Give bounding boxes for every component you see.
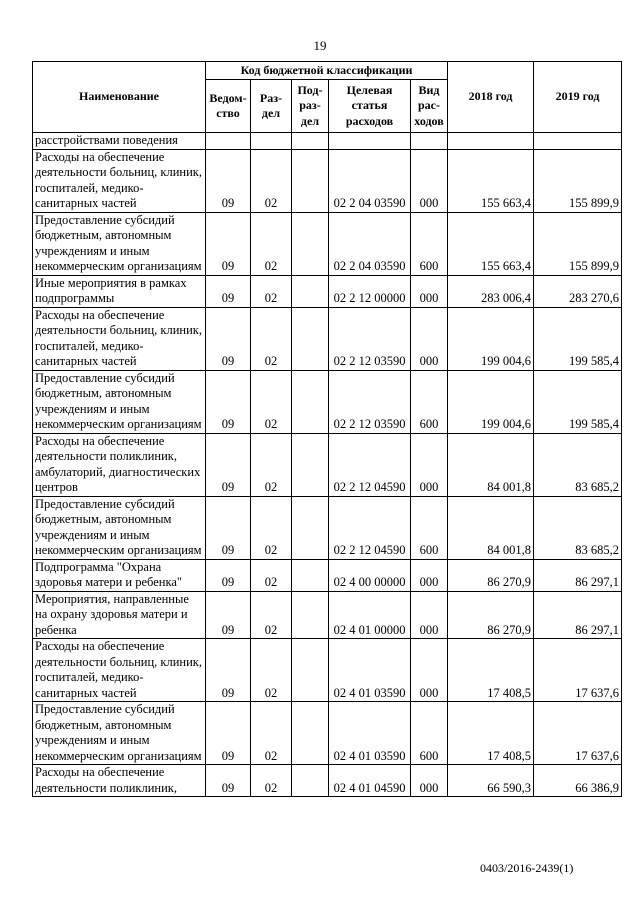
row-name: Расходы на обеспечение деятельности больниц, клиник, госпиталей, медико-санитарных частей bbox=[33, 639, 206, 702]
row-vr: 000 bbox=[411, 591, 448, 639]
col-header-2018: 2018 год bbox=[448, 62, 534, 133]
row-razdel: 02 bbox=[251, 559, 292, 591]
col-header-vr: Вид рас-ходов bbox=[411, 80, 448, 133]
row-vr: 600 bbox=[411, 370, 448, 433]
row-podrazdel bbox=[292, 133, 329, 150]
table-row bbox=[33, 212, 622, 275]
row-vr: 000 bbox=[411, 275, 448, 307]
row-name: Предоставление субсидий бюджетным, автономным учреждениям и иным некоммерческим организациям bbox=[33, 370, 206, 433]
row-razdel bbox=[251, 133, 292, 150]
col-header-podrazdel: Под-раз-дел bbox=[292, 80, 329, 133]
row-ved: 09 bbox=[206, 591, 251, 639]
col-header-name: Наименование bbox=[33, 62, 206, 133]
row-name: Подпрограмма "Охрана здоровья матери и ребенка" bbox=[33, 559, 206, 591]
row-razdel: 02 bbox=[251, 370, 292, 433]
row-vr: 000 bbox=[411, 559, 448, 591]
row-2018: 199 004,6 bbox=[448, 370, 534, 433]
row-vr: 600 bbox=[411, 212, 448, 275]
table-row bbox=[33, 133, 622, 150]
row-name: Расходы на обеспечение деятельности больниц, клиник, госпиталей, медико-санитарных частей bbox=[33, 149, 206, 212]
row-2019: 17 637,6 bbox=[534, 639, 622, 702]
row-2019: 86 297,1 bbox=[534, 559, 622, 591]
row-2018: 84 001,8 bbox=[448, 496, 534, 559]
col-header-csr: Целевая статья расходов bbox=[329, 80, 411, 133]
row-2018: 86 270,9 bbox=[448, 559, 534, 591]
row-name: Расходы на обеспечение деятельности поликлиник, bbox=[33, 765, 206, 797]
row-csr: 02 2 12 00000 bbox=[329, 275, 411, 307]
table-row bbox=[33, 765, 622, 797]
row-razdel: 02 bbox=[251, 496, 292, 559]
row-csr: 02 2 04 03590 bbox=[329, 212, 411, 275]
col-header-2019: 2019 год bbox=[534, 62, 622, 133]
col-header-ved: Ведом-ство bbox=[206, 80, 251, 133]
row-razdel: 02 bbox=[251, 149, 292, 212]
header-row bbox=[33, 62, 622, 80]
table-row bbox=[33, 559, 622, 591]
row-2019: 83 685,2 bbox=[534, 496, 622, 559]
row-vr: 600 bbox=[411, 702, 448, 765]
page-number: 19 bbox=[313, 38, 327, 53]
row-2018: 86 270,9 bbox=[448, 591, 534, 639]
row-podrazdel bbox=[292, 496, 329, 559]
row-ved: 09 bbox=[206, 559, 251, 591]
row-razdel: 02 bbox=[251, 433, 292, 496]
row-2019: 155 899,9 bbox=[534, 212, 622, 275]
row-podrazdel bbox=[292, 307, 329, 370]
row-razdel: 02 bbox=[251, 765, 292, 797]
table-row bbox=[33, 307, 622, 370]
row-2018 bbox=[448, 133, 534, 150]
row-2019: 66 386,9 bbox=[534, 765, 622, 797]
row-name: Предоставление субсидий бюджетным, автономным учреждениям и иным некоммерческим организациям bbox=[33, 702, 206, 765]
row-ved: 09 bbox=[206, 433, 251, 496]
table-body bbox=[33, 133, 622, 797]
row-2019: 17 637,6 bbox=[534, 702, 622, 765]
row-ved: 09 bbox=[206, 149, 251, 212]
table-row bbox=[33, 370, 622, 433]
row-vr: 000 bbox=[411, 149, 448, 212]
row-razdel: 02 bbox=[251, 639, 292, 702]
row-ved: 09 bbox=[206, 765, 251, 797]
row-name: расстройствами поведения bbox=[33, 133, 206, 150]
row-name: Мероприятия, направленные на охрану здоровья матери и ребенка bbox=[33, 591, 206, 639]
table-row bbox=[33, 591, 622, 639]
row-2019: 283 270,6 bbox=[534, 275, 622, 307]
row-csr: 02 4 00 00000 bbox=[329, 559, 411, 591]
budget-table bbox=[32, 61, 622, 797]
row-vr: 000 bbox=[411, 765, 448, 797]
row-podrazdel bbox=[292, 591, 329, 639]
row-podrazdel bbox=[292, 433, 329, 496]
row-2018: 66 590,3 bbox=[448, 765, 534, 797]
row-vr: 000 bbox=[411, 639, 448, 702]
row-csr: 02 4 01 04590 bbox=[329, 765, 411, 797]
row-2018: 84 001,8 bbox=[448, 433, 534, 496]
row-2019: 155 899,9 bbox=[534, 149, 622, 212]
table-row bbox=[33, 275, 622, 307]
row-ved: 09 bbox=[206, 370, 251, 433]
row-2019: 199 585,4 bbox=[534, 370, 622, 433]
row-csr: 02 4 01 00000 bbox=[329, 591, 411, 639]
row-csr: 02 2 12 03590 bbox=[329, 370, 411, 433]
row-podrazdel bbox=[292, 702, 329, 765]
row-name: Расходы на обеспечение деятельности поликлиник, амбулаторий, диагностических центров bbox=[33, 433, 206, 496]
row-2018: 17 408,5 bbox=[448, 702, 534, 765]
row-podrazdel bbox=[292, 370, 329, 433]
row-csr: 02 4 01 03590 bbox=[329, 639, 411, 702]
row-ved: 09 bbox=[206, 639, 251, 702]
row-2019 bbox=[534, 133, 622, 150]
row-podrazdel bbox=[292, 275, 329, 307]
row-podrazdel bbox=[292, 212, 329, 275]
row-csr: 02 2 04 03590 bbox=[329, 149, 411, 212]
table-row bbox=[33, 702, 622, 765]
col-header-razdel: Раз-дел bbox=[251, 80, 292, 133]
row-ved: 09 bbox=[206, 307, 251, 370]
row-csr: 02 2 12 04590 bbox=[329, 496, 411, 559]
table-row bbox=[33, 496, 622, 559]
row-name: Расходы на обеспечение деятельности больниц, клиник, госпиталей, медико-санитарных частей bbox=[33, 307, 206, 370]
row-podrazdel bbox=[292, 559, 329, 591]
row-2019: 199 585,4 bbox=[534, 307, 622, 370]
row-podrazdel bbox=[292, 765, 329, 797]
row-2018: 155 663,4 bbox=[448, 149, 534, 212]
row-csr: 02 2 12 04590 bbox=[329, 433, 411, 496]
row-name: Предоставление субсидий бюджетным, автономным учреждениям и иным некоммерческим организациям bbox=[33, 212, 206, 275]
row-vr: 000 bbox=[411, 433, 448, 496]
row-ved: 09 bbox=[206, 702, 251, 765]
row-name: Иные мероприятия в рамках подпрограммы bbox=[33, 275, 206, 307]
table-row bbox=[33, 149, 622, 212]
row-ved: 09 bbox=[206, 496, 251, 559]
row-2018: 155 663,4 bbox=[448, 212, 534, 275]
row-2019: 83 685,2 bbox=[534, 433, 622, 496]
row-csr bbox=[329, 133, 411, 150]
table-row bbox=[33, 433, 622, 496]
col-header-kbk: Код бюджетной классификации bbox=[206, 62, 448, 80]
row-razdel: 02 bbox=[251, 591, 292, 639]
row-2018: 17 408,5 bbox=[448, 639, 534, 702]
row-ved: 09 bbox=[206, 275, 251, 307]
row-2018: 283 006,4 bbox=[448, 275, 534, 307]
row-ved: 09 bbox=[206, 212, 251, 275]
row-vr: 600 bbox=[411, 496, 448, 559]
row-name: Предоставление субсидий бюджетным, автономным учреждениям и иным некоммерческим организациям bbox=[33, 496, 206, 559]
row-razdel: 02 bbox=[251, 702, 292, 765]
row-2018: 199 004,6 bbox=[448, 307, 534, 370]
table-row bbox=[33, 639, 622, 702]
row-podrazdel bbox=[292, 639, 329, 702]
row-ved bbox=[206, 133, 251, 150]
footer-code: 0403/2016-2439(1) bbox=[480, 861, 574, 875]
row-podrazdel bbox=[292, 149, 329, 212]
row-razdel: 02 bbox=[251, 275, 292, 307]
row-vr bbox=[411, 133, 448, 150]
row-vr: 000 bbox=[411, 307, 448, 370]
row-csr: 02 2 12 03590 bbox=[329, 307, 411, 370]
row-razdel: 02 bbox=[251, 307, 292, 370]
row-csr: 02 4 01 03590 bbox=[329, 702, 411, 765]
row-2019: 86 297,1 bbox=[534, 591, 622, 639]
row-razdel: 02 bbox=[251, 212, 292, 275]
